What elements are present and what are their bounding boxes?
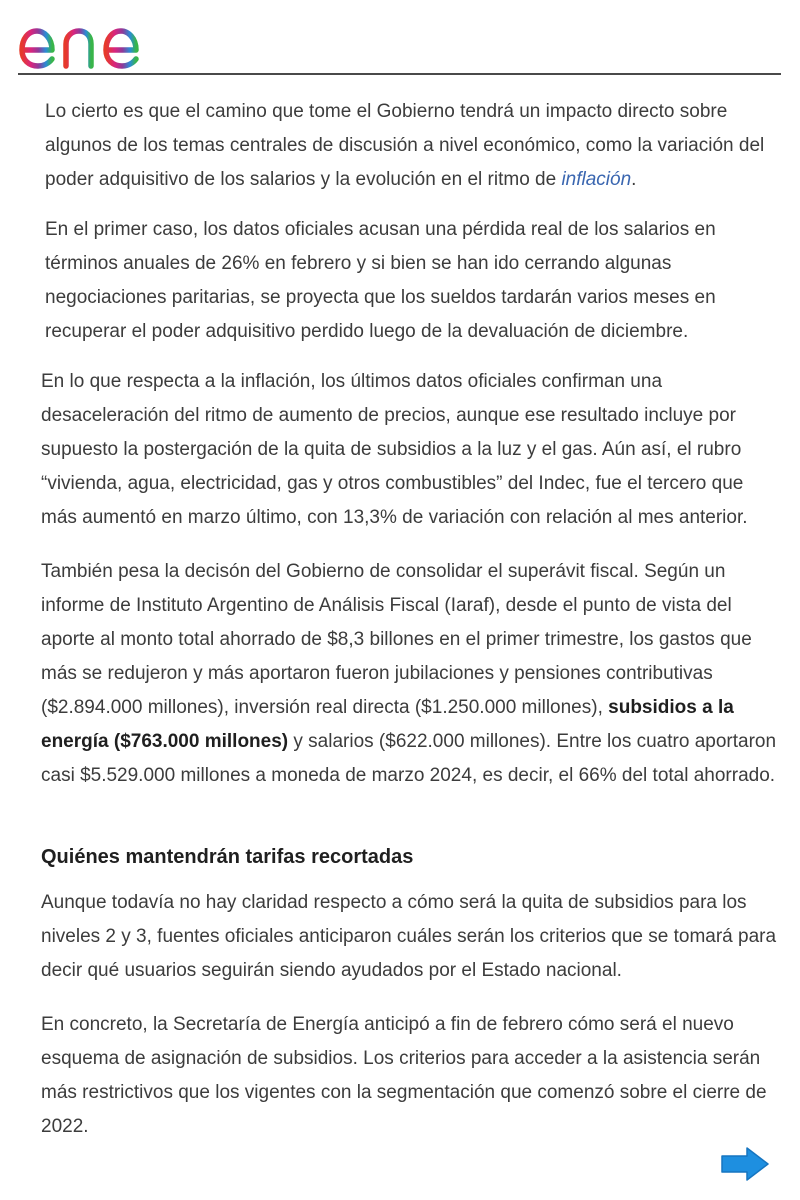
inflation-link[interactable]: inflación: [561, 169, 632, 190]
article-paragraph-2: En el primer caso, los datos oficiales acusan una pérdida real de los salarios en términos anuales de 26% en febrero y si bien se han ido cerrando algunas negociaciones paritarias, se proyecta que los sueldos tardarán varios meses en recuperar el poder adquisitivo perdido luego de la devaluación de diciembre.: [45, 219, 716, 342]
paragraph-4-bold-text: subsidios a la energía ($763.000 millones): [41, 697, 734, 752]
arrow-right-icon: [719, 1145, 771, 1183]
article-paragraph-1: [45, 95, 765, 197]
header-divider: [18, 73, 781, 75]
section-heading: Quiénes mantendrán tarifas recortadas: [41, 846, 414, 868]
paragraph-4-text-before: También pesa la decisón del Gobierno de consolidar el superávit fiscal. Según un informe de Instituto Argentino de Análisis Fiscal (Iaraf), desde el punto de vista del aporte al monto total ahorrado de $8,3 billones en el primer trimestre, los gastos que más se redujeron y más aportaron fueron jubilaciones y pensiones contributivas ($2.894.000 millones), inversión real directa ($1.250.000 millones),: [41, 561, 752, 718]
article-paragraph-3: En lo que respecta a la inflación, los últimos datos oficiales confirman una desaceleración del ritmo de aumento de precios, aunque ese resultado incluye por supuesto la postergación de la quita de subsidios a la luz y el gas. Aún así, el rubro “vivienda, agua, electricidad, gas y otros combustibles” del Indec, fue el tercero que más aumentó en marzo último, con 13,3% de variación con relación al mes anterior.: [41, 371, 748, 528]
enel-logo[interactable]: [18, 8, 180, 70]
article-paragraph-6: En concreto, la Secretaría de Energía anticipó a fin de febrero cómo será el nuevo esquema de asignación de subsidios. Los criterios para acceder a la asistencia serán más restrictivos que los vigentes con la segmentación que comenzó sobre el cierre de 2022.: [41, 1014, 767, 1137]
article-paragraph-5: Aunque todavía no hay claridad respecto a cómo será la quita de subsidios para los niveles 2 y 3, fuentes oficiales anticiparon cuáles serán los criterios que se tomará para decir qué usuarios seguirán siendo ayudados por el Estado nacional.: [41, 892, 777, 981]
paragraph-1-text: Lo cierto es que el camino que tome el Gobierno tendrá un impacto directo sobre algunos de los temas centrales de discusión a nivel económico, como la variación del poder adquisitivo de los salarios y la evolución en el ritmo de: [45, 101, 765, 190]
paragraph-4-text-after: y salarios ($622.000 millones). Entre los cuatro aportaron casi $5.529.000 millones a moneda de marzo 2024, es decir, el 66% del total ahorrado.: [41, 731, 777, 786]
paragraph-1-end: .: [631, 169, 637, 190]
site-header: [18, 6, 780, 74]
article-paragraph-4: [41, 555, 781, 793]
next-page-button[interactable]: [719, 1145, 771, 1183]
